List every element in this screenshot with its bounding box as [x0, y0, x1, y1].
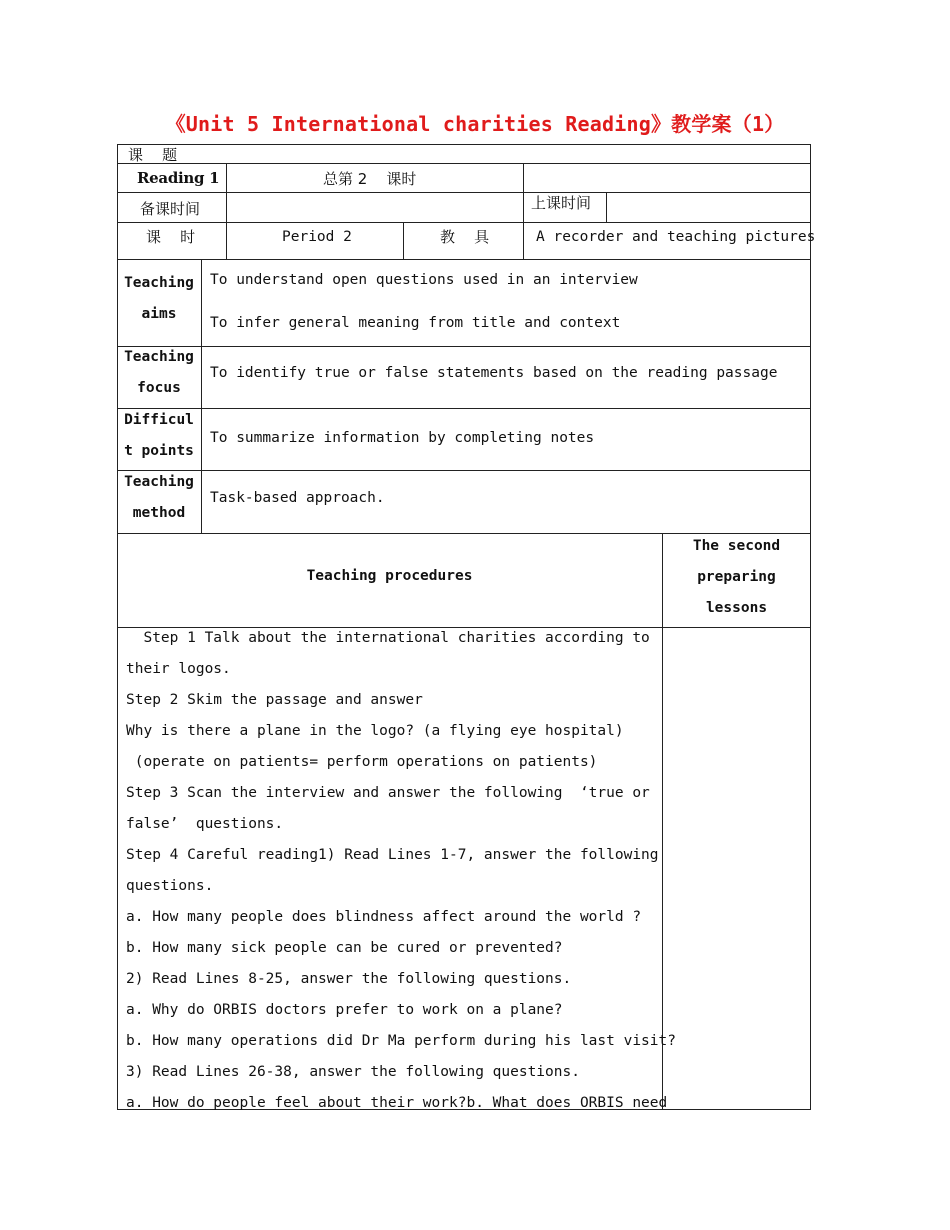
- document-title: 《Unit 5 International charities Reading》教学案（1）: [165, 112, 785, 136]
- focus-label-1: Teaching: [124, 349, 194, 365]
- total-lesson: 总第 2 课时: [323, 170, 417, 188]
- procedure-line: (operate on patients= perform operations on patients): [126, 754, 598, 770]
- focus-label-2: focus: [137, 380, 181, 396]
- procedure-line: a. How do people feel about their work?b. What does ORBIS need: [126, 1095, 668, 1111]
- procedure-line: Step 4 Careful reading1) Read Lines 1-7, answer the following: [126, 847, 659, 863]
- period-label: 课 时: [146, 228, 196, 246]
- method-label-1: Teaching: [124, 474, 194, 490]
- topic-label: 课 题: [128, 146, 178, 164]
- period-value: Period 2: [282, 229, 352, 245]
- aims-text-2: To infer general meaning from title and context: [210, 315, 621, 331]
- tools-label: 教 具: [440, 228, 490, 246]
- procedure-line: 2) Read Lines 8-25, answer the following questions.: [126, 971, 572, 987]
- prep-time-label: 备课时间: [140, 200, 201, 218]
- procedure-line: 3) Read Lines 26-38, answer the following questions.: [126, 1064, 580, 1080]
- procedure-line: b. How many sick people can be cured or prevented?: [126, 940, 563, 956]
- second-prep-header-2: preparing: [697, 569, 776, 585]
- aims-text-1: To understand open questions used in an interview: [210, 272, 638, 288]
- second-prep-header-1: The second: [692, 538, 781, 554]
- aims-label-2: aims: [141, 306, 177, 322]
- method-label-2: method: [132, 505, 186, 521]
- procedure-line: b. How many operations did Dr Ma perform during his last visit?: [126, 1033, 676, 1049]
- difficult-label-2: t points: [124, 443, 194, 459]
- procedure-line: Step 2 Skim the passage and answer: [126, 692, 423, 708]
- class-time-label: 上课时间: [531, 194, 592, 212]
- procedure-line: a. Why do ORBIS doctors prefer to work on a plane?: [126, 1002, 563, 1018]
- procedure-line: questions.: [126, 878, 214, 894]
- tools-value: A recorder and teaching pictures: [536, 229, 816, 245]
- aims-label-1: Teaching: [124, 275, 194, 291]
- procedure-line: Step 3 Scan the interview and answer the following ‘true or: [126, 785, 650, 801]
- difficult-label-1: Difficul: [124, 412, 194, 428]
- procedure-line: Why is there a plane in the logo? (a flying eye hospital): [126, 723, 624, 739]
- lesson-name: Reading 1: [137, 169, 220, 187]
- procedure-line: a. How many people does blindness affect around the world ?: [126, 909, 642, 925]
- procedure-line: false’ questions.: [126, 816, 284, 832]
- focus-text: To identify true or false statements based on the reading passage: [210, 365, 778, 381]
- second-prep-header-3: lessons: [705, 600, 768, 616]
- procedure-line: their logos.: [126, 661, 231, 677]
- procedure-line: Step 1 Talk about the international charities according to: [126, 630, 650, 646]
- difficult-text: To summarize information by completing notes: [210, 430, 595, 446]
- method-text: Task-based approach.: [210, 490, 385, 506]
- procedures-header: Teaching procedures: [306, 568, 473, 584]
